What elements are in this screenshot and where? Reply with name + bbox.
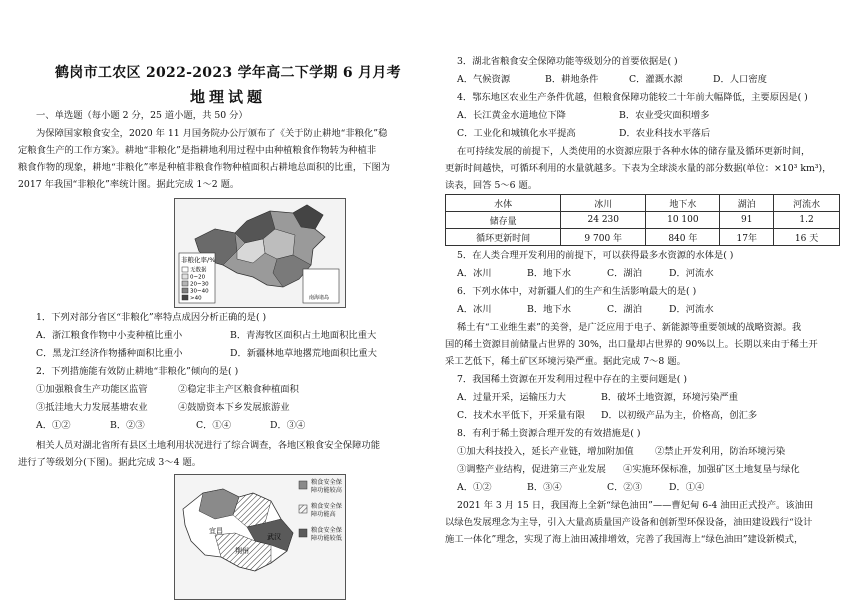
table-cell: 1.2	[774, 212, 840, 229]
table-cell: 17年	[720, 229, 774, 246]
hubei-map-figure	[174, 474, 346, 600]
question-1-option-c[interactable]: C．黑龙江经济作物播种面积比重小	[36, 348, 183, 359]
question-3-option-b[interactable]: B．耕地条件	[545, 74, 599, 85]
question-1-option-a[interactable]: A．浙江粮食作物中小麦种植比重小	[36, 330, 183, 341]
question-3-option-a[interactable]: A．气候资源	[457, 74, 511, 85]
question-5-option-b[interactable]: B．地下水	[527, 268, 572, 279]
question-1-option-b[interactable]: B．青海牧区面积占土地面积比重大	[230, 330, 377, 341]
intro-line: 更新时间越快，可循环利用的水量就越多。下表为全球淡水量的部分数据(单位：×10³ km³)，	[445, 163, 832, 174]
intro-line: 为保障国家粮食安全，2020 年 11 月国务院办公厅颁布了《关于防止耕地“非粮化”稳	[36, 128, 388, 139]
intro-line: 以绿色发展理念为主导，引入大量高质量国产设备和创新型环保设备，油田建设践行“设计	[445, 517, 813, 528]
question-8-option-d[interactable]: D．①④	[669, 482, 705, 493]
legend-item: 20~30	[190, 281, 209, 288]
table-row	[446, 195, 840, 212]
table-row	[446, 212, 840, 229]
intro-line: 进行了等级划分(下图)。据此完成 3～4 题。	[18, 457, 202, 468]
table-cell: 储存量	[446, 212, 561, 229]
table-row	[446, 229, 840, 246]
question-2-item: ③抵洼地大力发展基塘农业	[36, 402, 148, 413]
question-6-option-c[interactable]: C．湖泊	[607, 304, 643, 315]
question-1-stem: 1．下列对部分省区“非粮化”率特点成因分析正确的是( )	[36, 312, 267, 323]
table-cell: 9 700 年	[561, 229, 646, 246]
legend-item: 0~20	[190, 274, 206, 281]
intro-line: 2021 年 3 月 15 日，我国海上全新“绿色油田”——曹妃甸 6-4 油田正式投产。该油田	[457, 500, 814, 511]
table-cell: 840 年	[646, 229, 720, 246]
china-map-graphic	[175, 199, 345, 307]
intro-line: 读表，回答 5～6 题。	[445, 180, 538, 191]
water-table	[445, 194, 840, 246]
table-cell: 24 230	[561, 212, 646, 229]
intro-line: 采工艺低下，稀土矿区环境污染严重。据此完成 7～8 题。	[445, 356, 686, 367]
question-2-item: ②稳定非主产区粮食种植面积	[178, 384, 299, 395]
china-map-figure	[174, 198, 346, 308]
question-7-stem: 7．我国稀土资源在开发利用过程中存在的主要问题是( )	[457, 374, 687, 385]
question-4-option-d[interactable]: D．农业科技水平落后	[619, 128, 711, 139]
page-subtitle: 地理试题	[189, 88, 266, 106]
question-8-stem: 8．有利于稀土资源合理开发的有效措施是( )	[457, 428, 641, 439]
question-2-stem: 2．下列措施能有效防止耕地“非粮化”倾向的是( )	[36, 366, 239, 377]
question-5-option-c[interactable]: C．湖泊	[607, 268, 643, 279]
table-cell: 循环更新时间	[446, 229, 561, 246]
intro-line: 相关人员对湖北省所有县区土地利用状况进行了综合调查，各地区粮食安全保障功能	[36, 440, 380, 451]
legend-item: 30~40	[190, 288, 209, 295]
question-5-stem: 5．在人类合理开发利用的前提下，可以获得最多水资源的水体是( )	[457, 250, 734, 261]
inset-label: 南海诸岛	[309, 295, 330, 301]
question-4-option-c[interactable]: C．工业化和城镇化水平提高	[457, 128, 576, 139]
question-8-option-b[interactable]: B．③④	[527, 482, 562, 493]
intro-line: 稀土有“工业维生素”的美誉，是广泛应用于电子、新能源等重要领域的战略资源。我	[457, 322, 802, 333]
question-4-option-a[interactable]: A．长江黄金水道地位下降	[457, 110, 566, 121]
question-7-option-d[interactable]: D．以初级产品为主，价格高，创汇多	[601, 410, 758, 421]
question-8-item: ②禁止开发利用，防治环境污染	[655, 446, 786, 457]
table-header: 河流水	[774, 195, 840, 212]
question-2-option-a[interactable]: A．①②	[36, 420, 71, 431]
question-6-option-b[interactable]: B．地下水	[527, 304, 572, 315]
question-5-option-d[interactable]: D．河流水	[669, 268, 714, 279]
question-3-option-d[interactable]: D．人口密度	[713, 74, 767, 85]
question-7-option-b[interactable]: B．破坏土地资源，环境污染严重	[601, 392, 738, 403]
question-3-stem: 3．湖北省粮食安全保障功能等级划分的首要依据是( )	[457, 56, 678, 67]
page-title: 鹤岗市工农区 2022-2023 学年高二下学期 6 月月考	[55, 65, 401, 81]
question-8-option-a[interactable]: A．①②	[457, 482, 492, 493]
table-header: 湖泊	[720, 195, 774, 212]
legend-item: 粮食安全保障功能较高	[311, 479, 342, 494]
question-2-option-d[interactable]: D．③④	[270, 420, 306, 431]
question-8-option-c[interactable]: C．②③	[607, 482, 643, 493]
question-2-option-c[interactable]: C．①④	[196, 420, 232, 431]
question-2-option-b[interactable]: B．②③	[110, 420, 145, 431]
question-1-option-d[interactable]: D．新疆林地草地撂荒地面积比重大	[230, 348, 377, 359]
intro-line: 粮食作物的现象，耕地“非粮化”率是种植非粮食作物种植面积占耕地总面积的比重，下图为	[18, 162, 391, 173]
question-3-option-c[interactable]: C．灌溉水源	[629, 74, 683, 85]
legend-item: 无数据	[190, 267, 207, 274]
table-cell: 16 天	[774, 229, 840, 246]
intro-line: 在可持续发展的前提下，人类使用的水资源应限于各种水体的储存量及循环更新时间，	[457, 146, 811, 157]
intro-line: 2017 年我国“非粮化”率统计图。据此完成 1～2 题。	[18, 179, 240, 190]
city-label: 荆州	[235, 547, 249, 555]
question-2-item: ①加强粮食生产功能区监管	[36, 384, 148, 395]
table-header: 水体	[446, 195, 561, 212]
legend-title: 非粮化率/%	[181, 256, 216, 264]
question-7-option-a[interactable]: A．过量开采，运输压力大	[457, 392, 566, 403]
legend-item: 粮食安全保障功能高	[311, 503, 342, 518]
legend-item: >40	[190, 295, 202, 302]
question-6-option-a[interactable]: A．冰川	[457, 304, 492, 315]
table-cell: 91	[720, 212, 774, 229]
question-4-stem: 4．鄂东地区农业生产条件优越，但粮食保障功能较二十年前大幅降低，主要原因是( )	[457, 92, 808, 103]
intro-line: 国的稀土资源目前储量占世界的 30%，出口量却占世界的 90%以上。长期以来由于稀土开	[445, 339, 818, 350]
legend-item: 粮食安全保障功能较低	[311, 527, 342, 542]
question-6-stem: 6．下列水体中，对新疆人们的生产和生活影响最大的是( )	[457, 286, 697, 297]
table-cell: 10 100	[646, 212, 720, 229]
question-8-item: ③调整产业结构，促进第三产业发展	[457, 464, 606, 475]
question-6-option-d[interactable]: D．河流水	[669, 304, 714, 315]
intro-line: 定粮食生产的工作方案》。耕地“非粮化”是指耕地利用过程中由种植粮食作物转为种植非	[18, 145, 377, 156]
table-header: 地下水	[646, 195, 720, 212]
question-7-option-c[interactable]: C．技术水平低下，开采量有限	[457, 410, 585, 421]
city-label: 武汉	[267, 533, 281, 541]
table-header: 冰川	[561, 195, 646, 212]
question-2-item: ④鼓励资本下乡发展旅游业	[178, 402, 290, 413]
question-8-item: ④实施环保标准，加强矿区土地复垦与绿化	[623, 464, 800, 475]
city-label: 宜昌	[209, 527, 223, 535]
question-4-option-b[interactable]: B．农业受灾面积增多	[619, 110, 710, 121]
question-5-option-a[interactable]: A．冰川	[457, 268, 492, 279]
section-heading: 一、单选题（每小题 2 分，25 道小题，共 50 分）	[36, 110, 248, 121]
question-8-item: ①加大科技投入，延长产业链，增加附加值	[457, 446, 634, 457]
intro-line: 施工一体化”理念，实现了海上油田减排增效，完善了我国海上“绿色油田”建设新模式，	[445, 534, 804, 545]
